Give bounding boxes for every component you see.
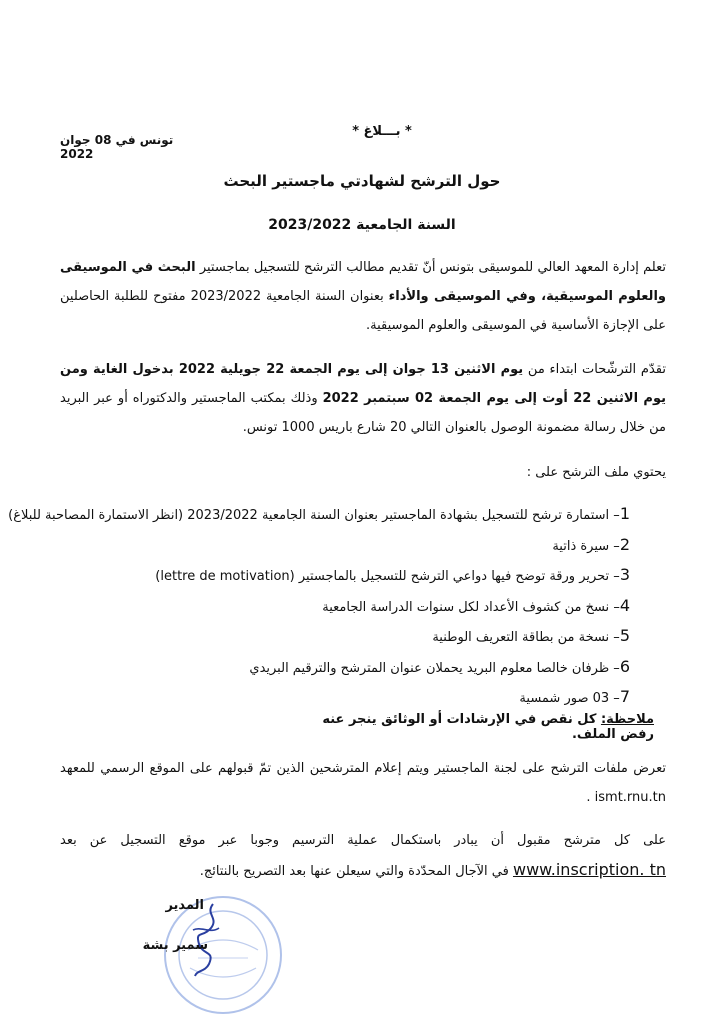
- list-item-number: 5: [619, 626, 630, 645]
- list-item-number: 1: [619, 504, 630, 523]
- inscription-site-link[interactable]: www.inscription. tn: [512, 860, 666, 879]
- list-item-text: – 03 صور شمسية: [519, 691, 620, 706]
- list-item: [120, 560, 630, 591]
- registration-text-start: على كل مترشح مقبول أن يبادر باستكمال عملية الترسيم وجوبا عبر موقع التسجيل عن بعد: [60, 833, 666, 848]
- list-item: [120, 621, 630, 652]
- committee-paragraph: [60, 754, 666, 812]
- intro-text-end: بعنوان السنة الجامعية 2023/2022 مفتوح للطلبة الحاصلين على الإجازة الأساسية في الموسيقى والعلوم الموسيقية.: [60, 289, 666, 333]
- file-contents-intro: يحتوي ملف الترشح على :: [526, 465, 666, 480]
- registration-text-end: في الآجال المحدّدة والتي سيعلن عنها بعد التصريح بالنتائج.: [199, 864, 513, 879]
- note: [300, 712, 654, 742]
- list-item-number: 4: [619, 595, 630, 615]
- bulletin-heading: * بـــلاغ *: [352, 124, 412, 139]
- intro-program-names: البحث في الموسيقى والعلوم الموسيقية، وفي الموسيقى والأداء: [60, 260, 666, 304]
- note-label: ملاحظة:: [600, 712, 654, 727]
- committee-text-end: .: [586, 790, 595, 805]
- academic-year: السنة الجامعية 2023/2022: [268, 217, 456, 233]
- document-subject: حول الترشح لشهادتي ماجستير البحث: [223, 172, 501, 190]
- list-item-text: – نسخة من بطاقة التعريف الوطنية: [432, 630, 620, 645]
- director-title: المدير: [165, 898, 204, 913]
- dates-text-start: تقدّم الترشّحات ابتداء من: [523, 362, 666, 377]
- committee-text: تعرض ملفات الترشح على لجنة الماجستير ويتم إعلام المترشحين الذين تمّ قبولهم على الموقع الرسمي للمعهد: [60, 761, 666, 776]
- application-dates: يوم الاثنين 13 جوان إلى يوم الجمعة 22 جويلية 2022 بدخول الغاية ومن يوم الاثنين 22 أوت إلى يوم الجمعة 02 سبتمبر 2022: [60, 362, 666, 406]
- list-item-text: – نسخ من كشوف الأعداد لكل سنوات الدراسة الجامعية: [322, 599, 620, 615]
- file-items-list: [8, 499, 630, 713]
- registration-paragraph: [60, 826, 666, 886]
- list-item: [120, 530, 630, 561]
- list-item-number: 2: [619, 534, 630, 554]
- list-item-number: 7: [619, 687, 630, 706]
- application-dates-paragraph: [60, 355, 666, 442]
- list-item-text: – ظرفان خالصا معلوم البريد يحملان عنوان المترشح والترقيم البريدي: [249, 660, 620, 676]
- dates-text-end: وذلك بمكتب الماجستير والدكتوراه أو عبر البريد من خلال رسالة مضمونة الوصول بالعنوان التالي 20 شارع باريس 1000 تونس.: [60, 391, 666, 435]
- list-item: [120, 591, 630, 622]
- list-item-text: – استمارة ترشح للتسجيل بشهادة الماجستير بعنوان السنة الجامعية 2023/2022 (انظر الاستمارة المصاحبة للبلاغ): [8, 508, 620, 523]
- list-item-text: – سيرة ذاتية: [552, 538, 620, 554]
- intro-text-start: تعلم إدارة المعهد العالي للموسيقى بتونس أنّ تقديم مطالب الترشح للتسجيل بماجستير: [195, 260, 667, 275]
- list-item: [120, 682, 630, 713]
- director-name: سمير بشة: [142, 938, 208, 953]
- intro-paragraph: [60, 253, 666, 340]
- list-item: [120, 652, 630, 683]
- institute-site-link[interactable]: ismt.rnu.tn: [594, 790, 666, 805]
- list-item: [8, 499, 630, 530]
- list-item-number: 3: [619, 565, 630, 584]
- list-item-text: – تحرير ورقة توضح فيها دواعي الترشح للتسجيل بالماجستير (lettre de motivation): [155, 569, 620, 584]
- document-date: تونس في 08 جوان 2022: [60, 133, 174, 161]
- note-text: كل نقص في الإرشادات أو الوثائق ينجر عنه رفض الملف.: [322, 712, 654, 742]
- list-item-number: 6: [619, 656, 630, 676]
